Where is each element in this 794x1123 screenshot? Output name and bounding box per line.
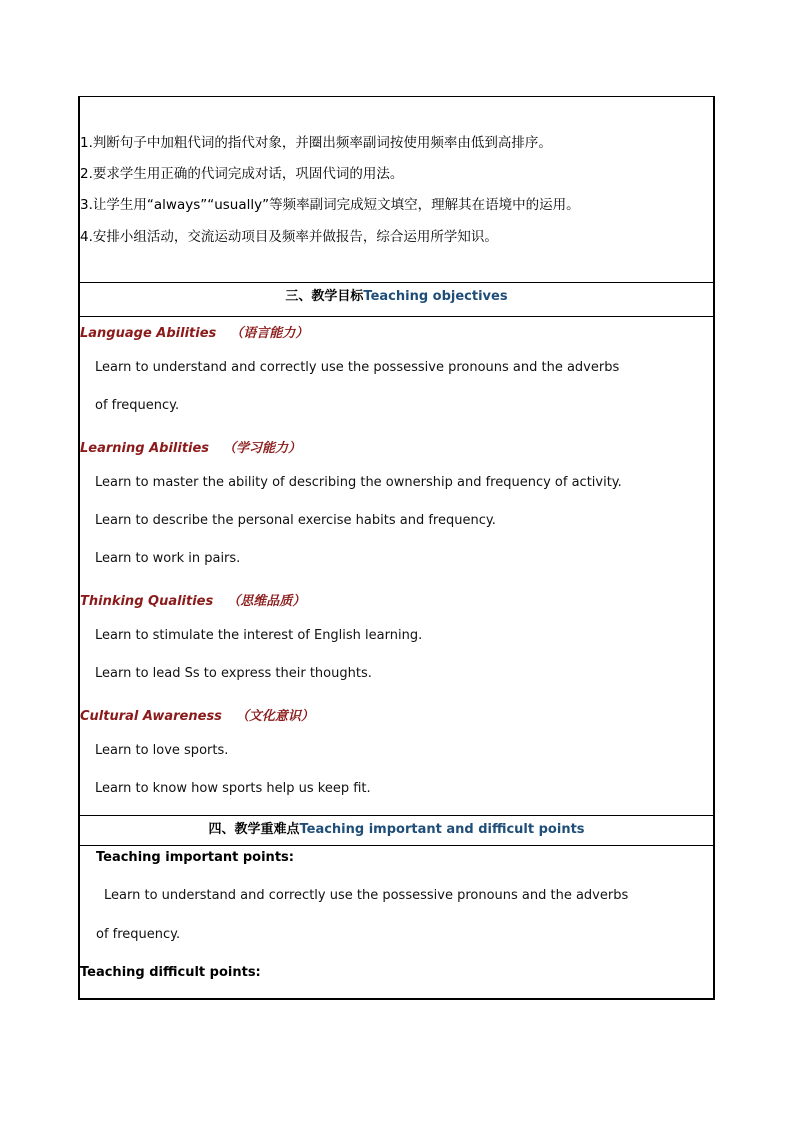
category-cn: （思维品质） — [227, 594, 306, 609]
section-header-objectives — [80, 285, 713, 304]
objective-line: Learn to know how sports help us keep fit. — [95, 781, 371, 796]
category-en: Cultural Awareness — [80, 709, 222, 724]
objective-category — [80, 437, 301, 456]
header-cn: 四、教学重难点 — [208, 822, 300, 837]
activity-item: 3.让学生用“always”“usually”等频率副词完成短文填空，理解其在语境中的运用。 — [80, 197, 580, 213]
activity-item: 1.判断句子中加粗代词的指代对象，并圈出频率副词按使用频率由低到高排序。 — [80, 135, 552, 151]
activity-item: 4.安排小组活动，交流运动项目及频率并做报告，综合运用所学知识。 — [80, 229, 498, 245]
objective-line: of frequency. — [95, 398, 180, 413]
objective-category — [80, 590, 305, 609]
category-en: Thinking Qualities — [80, 594, 214, 609]
category-cn: （学习能力） — [223, 441, 302, 456]
row-divider — [78, 845, 715, 846]
activity-item: 2.要求学生用正确的代词完成对话，巩固代词的用法。 — [80, 166, 404, 182]
objective-category — [80, 705, 314, 724]
category-en: Language Abilities — [80, 326, 217, 341]
table-right-border — [713, 96, 715, 999]
row-divider — [78, 815, 715, 816]
objective-line: Learn to describe the personal exercise habits and frequency. — [95, 513, 496, 528]
difficult-points-label: Teaching difficult points: — [80, 965, 261, 980]
objective-line: Learn to understand and correctly use the possessive pronouns and the adverbs — [95, 360, 620, 375]
important-points-label: Teaching important points: — [96, 850, 294, 865]
category-cn: （语言能力） — [230, 326, 309, 341]
important-point-line: of frequency. — [96, 927, 181, 942]
objective-line: Learn to stimulate the interest of English learning. — [95, 628, 423, 643]
section-header-key-points — [80, 818, 713, 837]
objective-line: Learn to work in pairs. — [95, 551, 241, 566]
objective-category — [80, 322, 308, 341]
objective-line: Learn to love sports. — [95, 743, 229, 758]
important-point-line: Learn to understand and correctly use the possessive pronouns and the adverbs — [104, 888, 629, 903]
objective-line: Learn to lead Ss to express their thoughts. — [95, 666, 372, 681]
category-cn: （文化意识） — [235, 709, 314, 724]
category-en: Learning Abilities — [80, 441, 210, 456]
header-cn: 三、教学目标 — [285, 289, 364, 304]
header-en: Teaching important and difficult points — [299, 822, 585, 837]
header-en: Teaching objectives — [363, 289, 508, 304]
table-top-border — [78, 96, 715, 97]
table-bottom-border — [78, 998, 715, 1000]
row-divider — [78, 316, 715, 317]
row-divider — [78, 282, 715, 283]
objective-line: Learn to master the ability of describing the ownership and frequency of activity. — [95, 475, 622, 490]
